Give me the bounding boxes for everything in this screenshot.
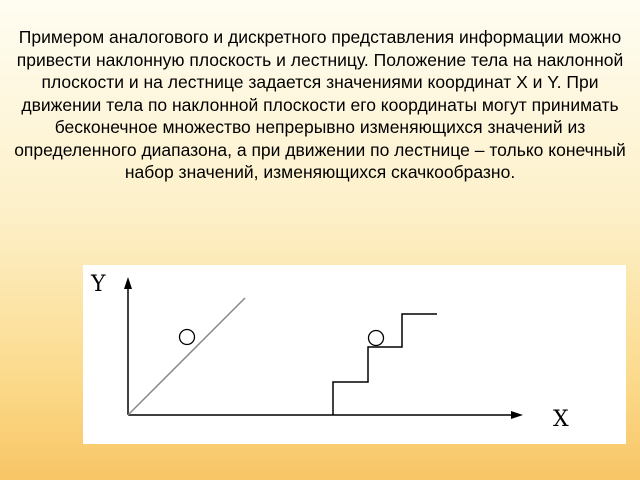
y-axis-label: Y [91,272,106,297]
x-axis-arrow [511,411,523,419]
slide-paragraph: Примером аналогового и дискретного представления информации можно привести наклонную плоскость и лестницу. Положение тела на наклонной плоскости и на лестнице задается значениями координат X и Y. При движении тела по наклонной плоскости его координаты могут принимать бесконечное множество непрерывно изменяющихся значений из определенного диапазона, а при движении по лестнице – только конечный набор значений, изменяющихся скачкообразно. [14,27,626,182]
x-axis-label: X [553,407,569,432]
staircase-line [333,314,437,415]
inclined-plane-ball [180,330,195,345]
y-axis-arrow [124,277,132,289]
staircase-ball [369,331,384,346]
inclined-plane-line [128,298,245,415]
analog-vs-discrete-diagram [83,265,626,444]
figure-panel [83,265,626,444]
